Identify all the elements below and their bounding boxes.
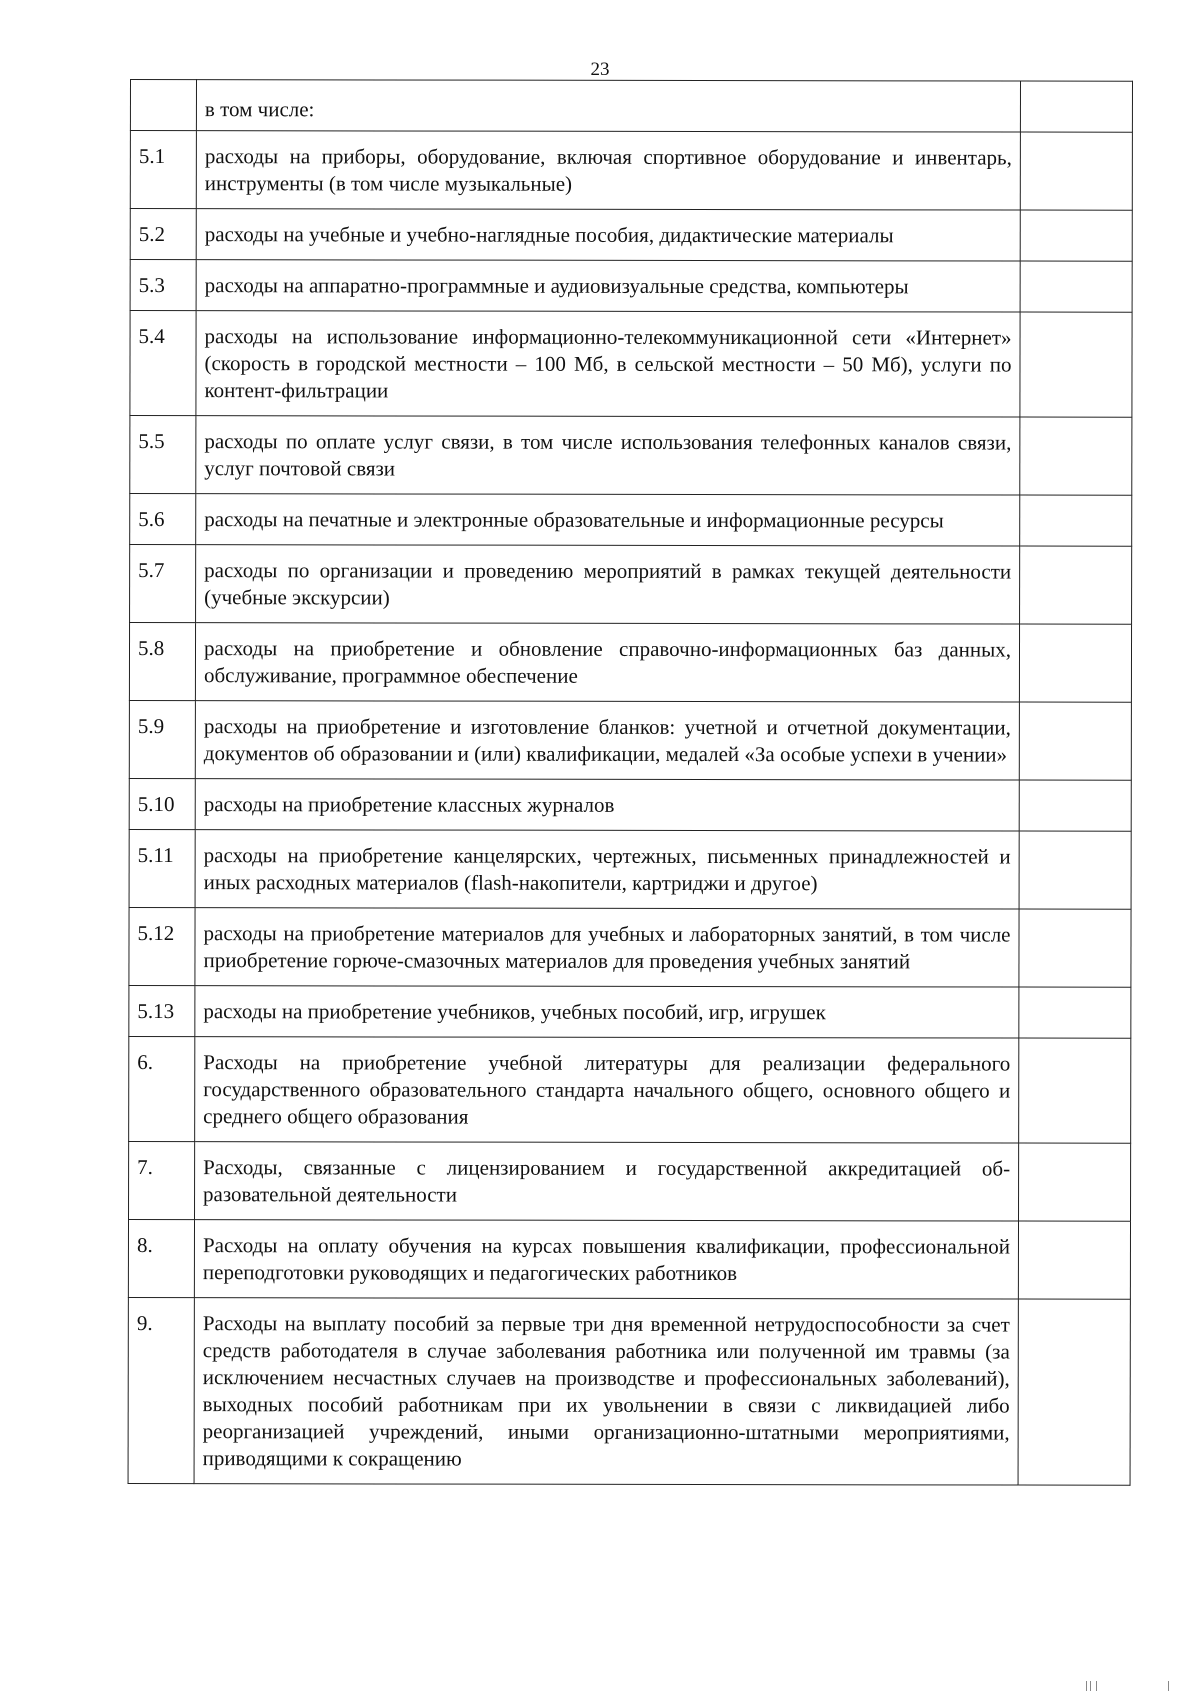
- row-value-cell: [1019, 831, 1131, 909]
- row-text: расходы на использование информационно-телекоммуникационной сети «Интернет» (скорость в городской местности – 100 Мб, в сельской местности – 50 Мб), услуги по контент-фильтрации: [196, 311, 1020, 417]
- row-text: расходы на приобретение материалов для учебных и лабораторных занятий, в том числе приобретение горюче-смазочных материалов для проведения учебных занятий: [195, 908, 1019, 987]
- row-number: 5.2: [130, 209, 196, 260]
- row-value-cell: [1020, 417, 1132, 495]
- row-number: 6.: [129, 1036, 195, 1141]
- row-value-cell: [1020, 546, 1132, 624]
- row-value-cell: [1020, 312, 1132, 417]
- row-value-cell: [1019, 702, 1131, 780]
- scan-mark: [1168, 1681, 1169, 1691]
- row-text: Расходы на приобретение учебной литературы для реализации федерального государственного образовательного стандарта начального общего, основного общего и среднего общего образования: [195, 1037, 1019, 1143]
- row-number: [130, 80, 196, 131]
- row-text: расходы на аппаратно-программные и аудиовизуальные средства, компьютеры: [196, 260, 1020, 312]
- row-text: расходы по организации и проведению мероприятий в рамках текущей деятельности (учебные экскурсии): [196, 545, 1020, 624]
- scan-mark: [1090, 1681, 1091, 1691]
- row-text: расходы на приборы, оборудование, включая спортивное оборудование и инвентарь, инструменты (в том числе музыкальные): [196, 131, 1020, 210]
- table-row: [129, 829, 1131, 909]
- row-text: расходы на приобретение классных журналов: [195, 779, 1019, 831]
- table-row: [129, 1036, 1131, 1143]
- row-number: 5.12: [129, 907, 195, 985]
- row-value-cell: [1020, 495, 1132, 546]
- row-text: Расходы, связанные с лицензированием и государственной аккредитацией образовательной деятельности: [195, 1142, 1019, 1221]
- row-number: 7.: [129, 1141, 195, 1219]
- row-value-cell: [1020, 81, 1132, 132]
- row-number: 5.3: [130, 260, 196, 311]
- table-row: [129, 985, 1131, 1038]
- table-row: [129, 623, 1131, 703]
- scan-mark: [1086, 1681, 1087, 1691]
- row-text: расходы на печатные и электронные образовательные и информационные ресурсы: [196, 494, 1020, 546]
- page-number: 23: [590, 59, 610, 80]
- row-number: 5.13: [129, 985, 195, 1036]
- row-text: расходы на приобретение и обновление справочно-информационных баз данных, обслуживание, программное обеспечение: [195, 623, 1019, 702]
- table-row: [130, 209, 1132, 262]
- row-text: в том числе:: [196, 80, 1020, 132]
- row-value-cell: [1019, 780, 1131, 831]
- row-text: расходы на приобретение и изготовление бланков: учетной и отчетной документации, документов об образовании и (или) квалификации, медалей «За особые успехи в учении»: [195, 701, 1019, 780]
- row-value-cell: [1020, 132, 1132, 210]
- row-number: 5.11: [129, 829, 195, 907]
- row-value-cell: [1019, 1038, 1131, 1143]
- row-value-cell: [1019, 987, 1131, 1038]
- row-value-cell: [1018, 1221, 1130, 1299]
- row-text: расходы на приобретение учебников, учебных пособий, игр, игрушек: [195, 986, 1019, 1038]
- row-value-cell: [1019, 624, 1131, 702]
- row-number: 5.10: [129, 778, 195, 829]
- table-row: [129, 778, 1131, 831]
- row-number: 5.4: [130, 311, 196, 416]
- row-value-cell: [1019, 1143, 1131, 1221]
- table-row: [130, 260, 1132, 313]
- table-row: [130, 131, 1132, 211]
- row-number: 5.6: [130, 494, 196, 545]
- row-number: 5.8: [129, 623, 195, 701]
- table-row: [129, 700, 1131, 780]
- row-text: расходы на приобретение канцелярских, чертежных, письменных принадлежностей и иных расходных материалов (flash-накопители, картриджи и другое): [195, 830, 1019, 909]
- expenses-table: [128, 79, 1133, 1486]
- row-number: 9.: [128, 1297, 194, 1483]
- row-number: 5.1: [130, 131, 196, 209]
- row-number: 5.7: [130, 545, 196, 623]
- scan-mark: [1096, 1681, 1097, 1691]
- table-row: [130, 545, 1132, 625]
- table-row: [130, 80, 1132, 133]
- row-number: 5.9: [129, 700, 195, 778]
- row-value-cell: [1018, 1299, 1130, 1485]
- table-row: [129, 907, 1131, 987]
- row-text: Расходы на выплату пособий за первые три дня временной нетрудоспособности за счет средств работодателя в случае заболевания работника или полученной им травмы (за исключением несчастных случаев на производстве и профессиональных заболеваний), выходных пособий работникам при их увольнении в связи с ликвидацией либо реорганизацией учреждений, иными организационно-штатными мероприятиями, приводящими к сокращению: [194, 1298, 1018, 1485]
- table-row: [128, 1219, 1130, 1299]
- row-number: 8.: [128, 1219, 194, 1297]
- row-text: расходы по оплате услуг связи, в том числе использования телефонных каналов связи, услуг почтовой связи: [196, 416, 1020, 495]
- row-text: Расходы на оплату обучения на курсах повышения квалификации, профессиональной переподготовки руководящих и педагогических работников: [194, 1220, 1018, 1299]
- table-row: [130, 311, 1132, 418]
- table-row: [128, 1297, 1130, 1485]
- row-value-cell: [1020, 210, 1132, 261]
- row-number: 5.5: [130, 416, 196, 494]
- row-value-cell: [1020, 261, 1132, 312]
- row-text: расходы на учебные и учебно-наглядные пособия, дидактические материалы: [196, 209, 1020, 261]
- table-row: [130, 494, 1132, 547]
- table-row: [129, 1141, 1131, 1221]
- table-row: [130, 416, 1132, 496]
- row-value-cell: [1019, 909, 1131, 987]
